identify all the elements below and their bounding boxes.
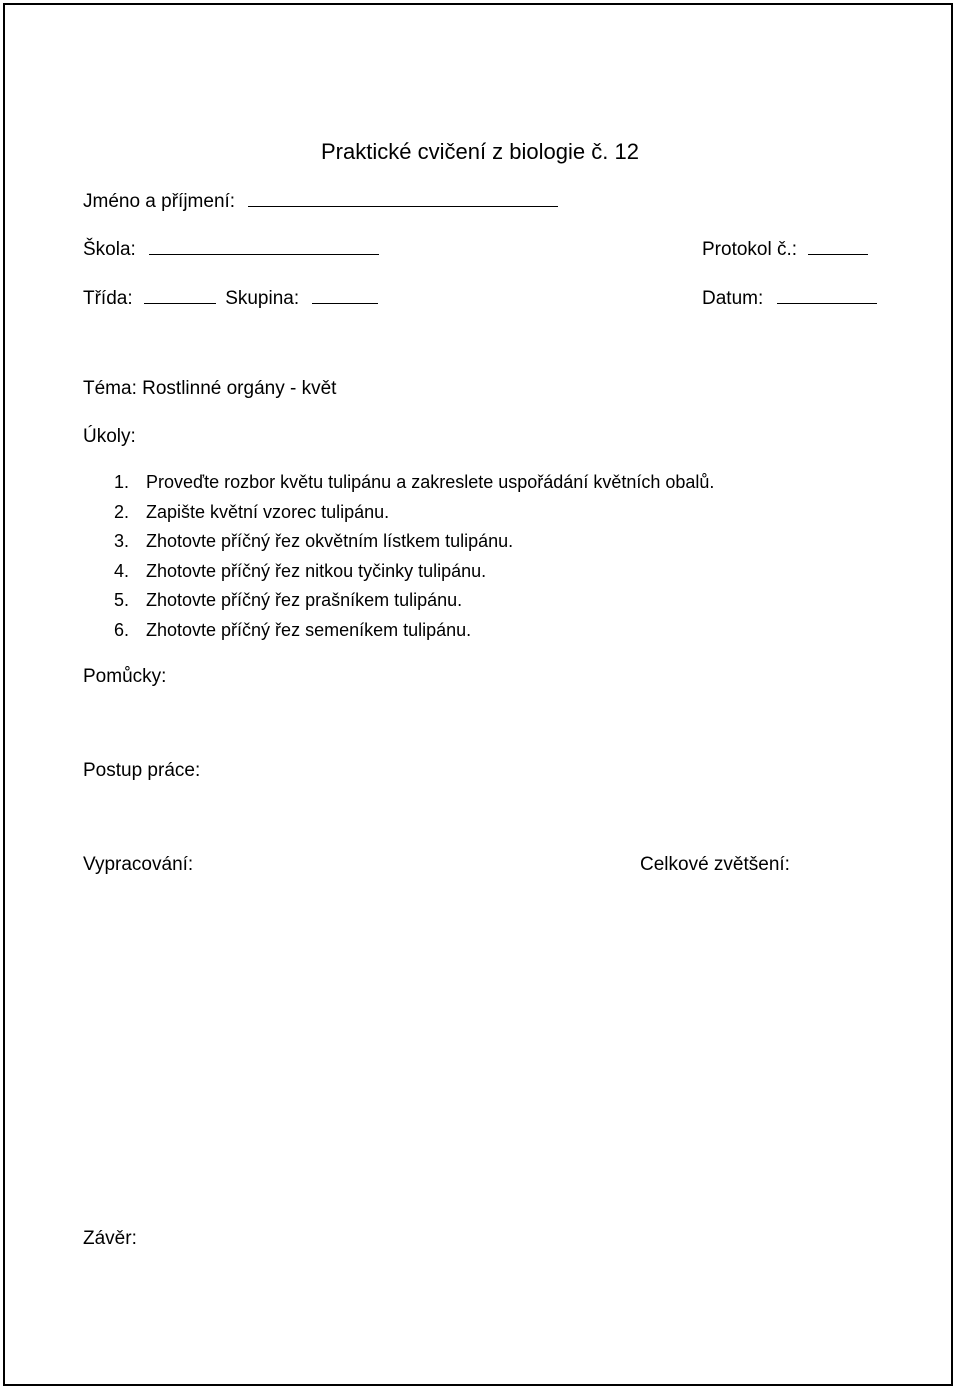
class-blank-line[interactable] (144, 285, 216, 304)
date-field-row (702, 285, 877, 311)
task-item (114, 618, 714, 648)
task-number: 5. (114, 590, 130, 610)
protocol-field-row (702, 236, 868, 262)
task-item (114, 559, 714, 589)
tasks-heading: Úkoly: (83, 426, 136, 447)
task-text: Zhotovte příčný řez okvětním lístkem tulipánu. (146, 531, 514, 551)
task-number: 3. (114, 531, 130, 551)
task-item (114, 470, 714, 500)
worksheet-title: Praktické cvičení z biologie č. 12 (321, 139, 639, 164)
school-field-row (83, 236, 379, 262)
topic-line: Téma: Rostlinné orgány - květ (83, 378, 337, 399)
conclusion-heading: Závěr: (83, 1228, 137, 1249)
protocol-blank-line[interactable] (808, 236, 868, 255)
task-number: 2. (114, 501, 130, 522)
task-item (114, 529, 714, 559)
school-blank-line[interactable] (149, 236, 379, 255)
magnification-heading: Celkové zvětšení: (640, 854, 790, 875)
task-item (114, 500, 714, 530)
task-number: 6. (114, 619, 130, 640)
task-item (114, 588, 714, 618)
task-list (114, 470, 714, 647)
task-text: Zapište květní vzorec tulipánu. (146, 501, 390, 522)
name-field-row (83, 188, 558, 214)
task-text: Zhotovte příčný řez prašníkem tulipánu. (146, 590, 463, 610)
class-label: Třída: (83, 288, 133, 309)
tools-heading: Pomůcky: (83, 666, 167, 687)
group-blank-line[interactable] (312, 285, 378, 304)
name-blank-line[interactable] (248, 188, 558, 207)
procedure-heading: Postup práce: (83, 760, 201, 781)
date-label: Datum: (702, 288, 764, 309)
date-blank-line[interactable] (777, 285, 877, 304)
protocol-label: Protokol č.: (702, 239, 798, 260)
task-number: 1. (114, 472, 130, 492)
elaboration-heading: Vypracování: (83, 854, 194, 875)
task-number: 4. (114, 560, 130, 581)
class-group-row (83, 285, 378, 311)
task-text: Zhotovte příčný řez nitkou tyčinky tulipánu. (146, 560, 487, 581)
group-label: Skupina: (225, 288, 300, 309)
school-label: Škola: (83, 239, 136, 260)
task-text: Proveďte rozbor květu tulipánu a zakreslete uspořádání květních obalů. (146, 472, 715, 492)
task-text: Zhotovte příčný řez semeníkem tulipánu. (146, 619, 472, 640)
name-label: Jméno a příjmení: (83, 191, 236, 212)
